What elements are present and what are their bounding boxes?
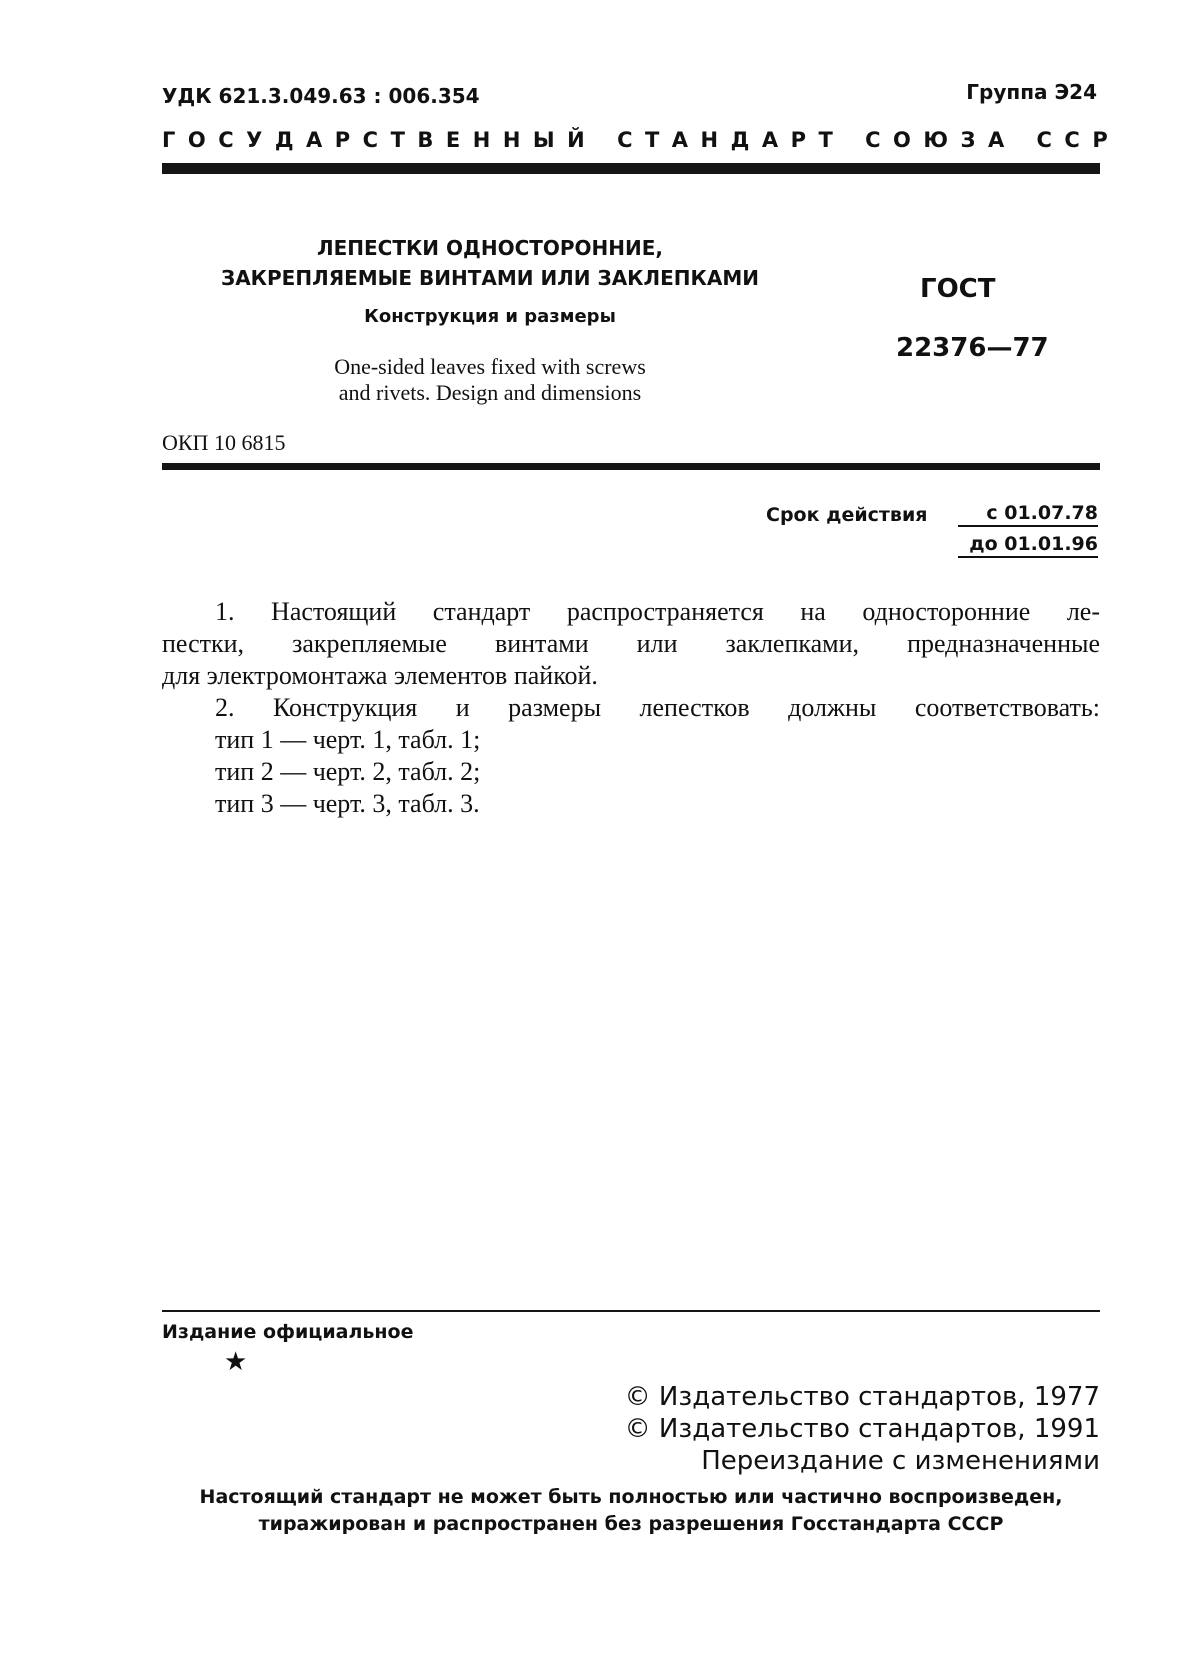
type-item: тип 1 — черт. 1, табл. 1; (215, 725, 481, 754)
type-item: тип 2 — черт. 2, табл. 2; (215, 757, 481, 786)
okp-code: ОКП 10 6815 (162, 430, 286, 455)
validity-rule (958, 556, 1098, 558)
type-item: тип 3 — черт. 3, табл. 3. (215, 789, 480, 818)
paragraph-1-line-3: для электромонтажа элементов пайкой. (162, 661, 598, 690)
state-standard-heading: ГОСУДАРСТВЕННЫЙ СТАНДАРТ СОЮЗА ССР (162, 128, 1121, 152)
paragraph-1-line-2: пестки, закрепляемые винтами или заклепками, предназначенные (162, 629, 1100, 658)
english-title-line-2: and rivets. Design and dimensions (338, 380, 642, 405)
copyright-1991: © Издательство стандартов, 1991 (624, 1414, 1100, 1444)
validity-to: до 01.01.96 (969, 533, 1098, 555)
reproduction-notice-line-2: тиражирован и распространен без разрешения Госстандарта СССР (258, 1513, 1004, 1535)
title-rule (162, 463, 1100, 470)
title-line-1: ЛЕПЕСТКИ ОДНОСТОРОННИЕ, (316, 236, 664, 260)
paragraph-1-line-1: 1. Настоящий стандарт распространяется на односторонние ле- (215, 597, 1100, 626)
udk-code: УДК 621.3.049.63 : 006.354 (162, 84, 480, 108)
paragraph-2: 2. Конструкция и размеры лепестков должны соответствовать: (215, 693, 1100, 722)
validity-from: с 01.07.78 (986, 502, 1098, 524)
reissue-note: Переиздание с изменениями (701, 1446, 1100, 1476)
group-code: Группа Э24 (966, 80, 1097, 104)
gost-number: 22376—77 (896, 333, 1049, 363)
validity-label: Срок действия (766, 504, 928, 526)
footer-rule (162, 1310, 1100, 1312)
title-line-2: ЗАКРЕПЛЯЕМЫЕ ВИНТАМИ ИЛИ ЗАКЛЕПКАМИ (220, 266, 760, 290)
reproduction-notice-line-1: Настоящий стандарт не может быть полностью или частично воспроизведен, (199, 1486, 1063, 1508)
validity-rule (958, 525, 1098, 527)
official-edition-label: Издание официальное (162, 1321, 414, 1343)
subtitle: Конструкция и размеры (364, 306, 616, 327)
header-rule (162, 163, 1100, 174)
copyright-1977: © Издательство стандартов, 1977 (624, 1382, 1100, 1412)
star-icon: ★ (224, 1347, 248, 1377)
gost-label: ГОСТ (920, 274, 996, 304)
english-title-line-1: One-sided leaves fixed with screws (334, 354, 646, 379)
